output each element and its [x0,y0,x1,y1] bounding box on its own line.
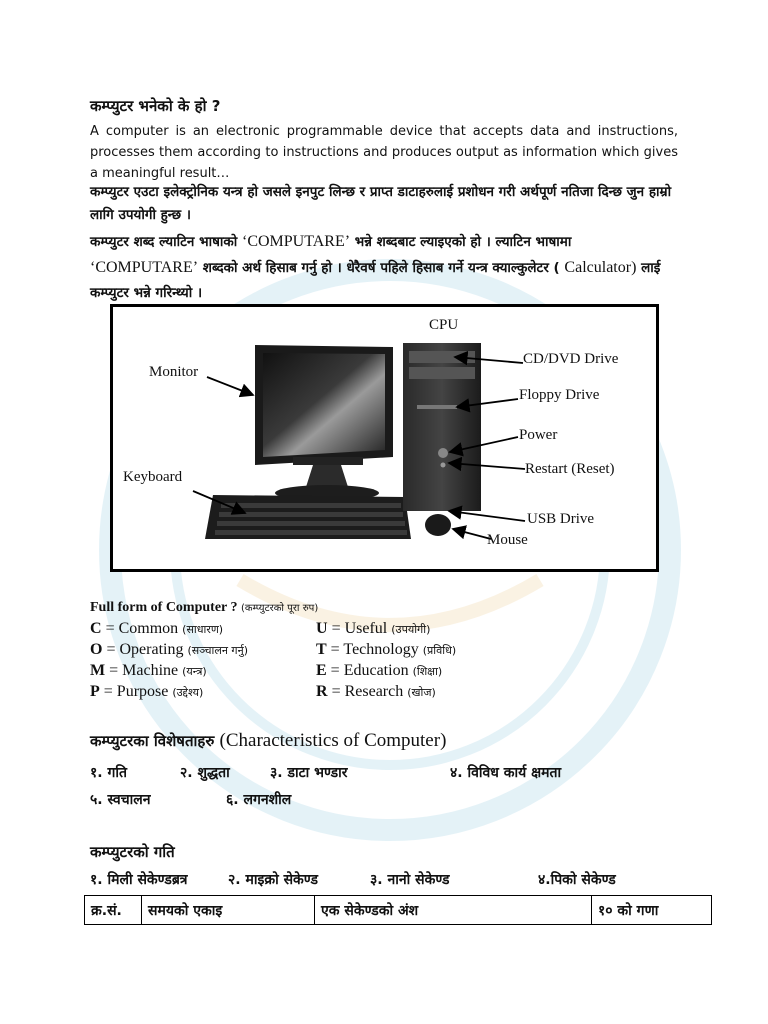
monitor-graphic [255,345,393,501]
characteristic-item: २. शुद्धता [180,765,230,781]
etymology-term-1: ‘COMPUTARE’ [241,233,351,250]
characteristics-title-en: (Characteristics of Computer) [219,730,447,751]
speed-item: ३. नानो सेकेण्ड [370,872,450,888]
computer-illustration [113,307,656,569]
speed-item: १. मिली सेकेण्डब्रत्र [90,872,188,888]
characteristic-item: ४. विविध कार्य क्षमता [450,765,562,781]
full-form-item: P = Purpose (उद्देश्य) [90,683,204,700]
label-floppy-drive: Floppy Drive [519,387,600,403]
cpu-tower-graphic [403,343,481,511]
speed-title: कम्प्युटरको गति [90,843,175,861]
label-mouse: Mouse [487,532,528,548]
etymology-text-3: शब्दको अर्थ हिसाब गर्नु हो । धेरैवर्ष पहिले हिसाब गर्ने यन्त्र क्याल्कुलेटर ( [198,260,565,276]
label-restart: Restart (Reset) [525,461,615,477]
keyboard-graphic [205,495,411,539]
full-form-item: C = Common (साधारण) [90,620,224,637]
full-form-item: E = Education (शिक्षा) [316,662,443,679]
etymology-text-1: कम्प्युटर शब्द ल्याटिन भाषाको [90,234,242,250]
etymology-paragraph [90,229,678,306]
etymology-term-3: Calculator) [564,259,637,276]
header-fraction: एक सेकेण्डको अंश [315,896,592,925]
label-power: Power [519,427,558,443]
speed-item: २. माइक्रो सेकेण्ड [228,872,318,888]
intro-paragraph-en: A computer is an electronic programmable device that accepts data and instructions, processes them according to instructions and produces output as information which gives a meaningful result… [90,124,678,181]
characteristic-item: ३. डाटा भण्डार [270,765,348,781]
characteristics-title-np: कम्प्युटरका विशेषताहरु [90,732,220,750]
characteristic-item: ६. लगनशील [226,792,292,808]
mouse-graphic [425,514,451,536]
header-serial: क्र.सं. [85,896,142,925]
full-form-item: R = Research (खोज) [316,683,436,700]
label-usb-drive: USB Drive [527,511,595,527]
full-form-title-en: Full form of Computer ? [90,600,238,615]
characteristic-item: १. गति [90,765,127,781]
page-heading: कम्प्युटर भनेको के हो ? [90,97,221,115]
characteristic-item: ५. स्वचालन [90,792,151,808]
full-form-title [90,600,318,616]
full-form-item: U = Useful (उपयोगी) [316,620,431,637]
speed-item: ४.पिको सेकेण्ड [538,872,616,888]
header-power-of-ten: १० को गणा [592,896,712,925]
label-monitor: Monitor [149,364,199,380]
full-form-item: O = Operating (सञ्चालन गर्नु) [90,641,249,658]
label-cpu: CPU [429,317,459,333]
table-header-row [85,896,712,925]
etymology-term-2: ‘COMPUTARE’ [90,259,199,276]
full-form-item: T = Technology (प्रविधि) [316,641,457,658]
label-cd-drive: CD/DVD Drive [523,351,619,367]
intro-paragraph-np: कम्प्युटर एउटा इलेक्ट्रोनिक यन्त्र हो जसले इनपुट लिन्छ र प्राप्त डाटाहरुलाई प्रशोधन गरी अर्थपूर्ण नतिजा दिन्छ जुन हाम्रो लागि उपयोगी हुन्छ । [90,184,672,223]
etymology-text-4: लाई कम्प्युटर भन्ने गरिन्थ्यो । [90,260,661,301]
full-form-item: M = Machine (यन्त्र) [90,662,207,679]
etymology-text-2: भन्ने शब्दबाट ल्याइएको हो । ल्याटिन भाषामा [350,234,572,250]
header-time-unit: समयको एकाइ [142,896,315,925]
characteristics-title [90,730,446,752]
full-form-title-np: (कम्प्युटरको पूरा रुप) [241,603,319,614]
computer-parts-figure [110,304,659,572]
label-keyboard: Keyboard [123,469,183,485]
time-units-table [84,895,712,925]
